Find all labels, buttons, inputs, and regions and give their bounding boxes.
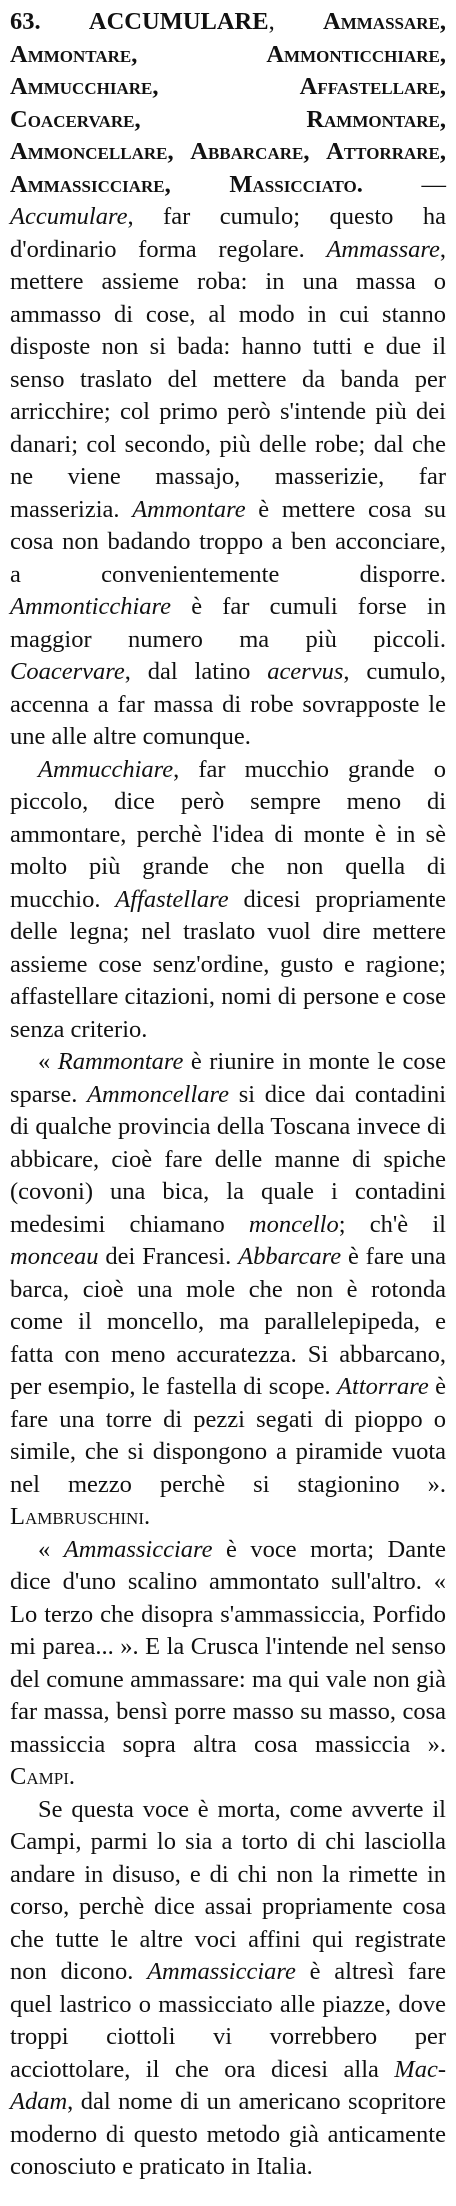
p3-term-abbarcare: Abbarcare	[238, 1243, 342, 1270]
p2-term-affastellare: Affastellare	[115, 885, 229, 913]
p1-text: , cumulo, accenna a far massa di robe sovrapposte le une alle altre comunque.	[10, 658, 446, 750]
paragraph-ammucchiare	[10, 754, 446, 1047]
p3-term-moncello: moncello	[248, 1210, 339, 1238]
paragraph-ammassicciare	[10, 1534, 446, 1794]
p1-text: è mettere cosa su cosa non badando troppo a ben acconciare, a convenientemente disporre.	[10, 495, 446, 588]
p5-text: Se questa voce è morta, come avverte il Campi, parmi lo sia a torto di chi lasciolla andare in disuso, e di chi non la rimette in corso, perchè dice assai propriamente cosa che tutte le altre voci affini qui registrate non dicono.	[10, 1795, 446, 1985]
p3-text: dei Francesi.	[98, 1243, 239, 1270]
p1-text: , dal latino	[124, 658, 268, 685]
p5-text: è altresì fare quel lastrico o massicciato alle piazze, dove troppi ciottoli vi vorrebbero per acciottolare, il che ora dicesi alla	[10, 1958, 446, 2083]
p3-text: è fare una barca, cioè una mole che non è rotonda come il moncello, ma parallelepipeda, e fatta con meno accuratezza. Si abbarcano, per esempio, le fastella di scope.	[10, 1243, 446, 1400]
p3-open-quote: «	[38, 1048, 58, 1075]
p1-term-ammassare: Ammassare	[326, 235, 440, 263]
entry-number: 63.	[10, 8, 41, 35]
p3-term-monceau: monceau	[10, 1243, 99, 1270]
p4-text: è voce morta; Dante dice d'uno scalino ammontato sull'altro. « Lo terzo che disopra s'ammassiccia, Porfido mi parea... ». E la Crusca l'intende nel senso del comune ammassare: ma qui vale non già far massa, bensì porre masso su masso, cosa massiccia sopra altra cosa massiccia ».	[10, 1535, 447, 1758]
p3-text: è fare una torre di pezzi segati di pioppo o simile, che si dispongono a piramide vuota nel mezzo perchè si stagionino ».	[10, 1373, 447, 1498]
p4-term-ammassicciare: Ammassicciare	[63, 1535, 213, 1563]
entry-dash: —	[421, 170, 447, 198]
p2-text: , far mucchio grande o piccolo, dice però sempre meno di ammontare, perchè l'idea di monte è in sè molto più grande che non quella di mucchio.	[10, 755, 446, 913]
paragraph-voce-morta	[10, 1794, 446, 2184]
p1-text: , mettere assieme roba: in una massa o ammasso di cose, al modo in cui stanno disposte non si bada: hanno tutti e due il senso traslato del mettere da banda per arricchire; col primo però s'intende più dei danari; col secondo, più delle robe; dal che ne viene massajo, masserizie, far masserizia.	[10, 235, 446, 523]
entry-headword: ACCUMULARE	[88, 8, 269, 35]
paragraph-rammontare	[10, 1046, 446, 1534]
entry-synonyms: Ammassare, Ammontare, Ammonticchiare, Ammucchiare, Affastellare, Coacervare, Rammontare, Ammoncellare, Abbarcare, Attorrare, Ammassicciare, Massicciato.	[10, 8, 447, 198]
p5-term-ammassicciare: Ammassicciare	[147, 1958, 296, 1985]
p1-term-ammontare: Ammontare	[132, 495, 246, 523]
p5-text: , dal nome di un americano scopritore moderno di questo metodo già anticamente conosciuto e praticato in Italia.	[10, 2088, 446, 2180]
p3-text: ; ch'è il	[338, 1210, 446, 1238]
p1-text: è far cumuli forse in maggior numero ma più piccoli.	[10, 593, 446, 653]
p1-term-accumulare: Accumulare	[10, 203, 128, 230]
p4-open-quote: «	[38, 1535, 64, 1563]
p5-term-mac-adam: Mac-Adam	[10, 2055, 446, 2115]
p3-term-ammoncellare: Ammoncellare	[87, 1080, 230, 1108]
p1-text: , far cumulo; questo ha d'ordinario forma regolare.	[10, 203, 446, 263]
p3-term-attorrare: Attorrare	[337, 1373, 429, 1400]
p3-term-rammontare: Rammontare	[57, 1048, 184, 1075]
p2-text: dicesi propriamente delle legna; nel traslato vuol dire mettere assieme cose senz'ordine, gusto e ragione; affastellare citazioni, nomi di persone e cose senza criterio.	[10, 885, 446, 1043]
p4-source-author: Campi.	[10, 1763, 75, 1790]
p3-text: è riunire in monte le cose sparse.	[10, 1048, 446, 1108]
p1-term-acervus: acervus	[267, 658, 344, 685]
p2-term-ammucchiare: Ammucchiare	[38, 755, 174, 783]
p1-term-ammonticchiare: Ammonticchiare	[10, 593, 172, 620]
entry-paragraph: 63. ACCUMULARE, Ammassare, Ammontare, Ammonticchiare, Ammucchiare, Affastellare, Coacervare, Rammontare, Ammoncellare, Abbarcare, Attorrare, Ammassicciare, Massicciato. — Accumulare, far cumulo; questo ha d'ordinario forma regolare. Ammassare, mettere assieme roba: in una massa o ammasso di cose, al modo in cui stanno disposte non si bada: hanno tutti e due il senso traslato del mettere da banda per arricchire; col primo però s'intende più dei danari; col secondo, più delle robe; dal che ne viene massajo, masserizie, far masserizia. Ammontare è mettere cosa su cosa non badando troppo a ben acconciare, a convenientemente disporre. Ammonticchiare è far cumuli forse in maggior numero ma più piccoli. Coacervare, dal latino acervus, cumulo, accenna a far massa di robe sovrapposte le une alle altre comunque.	[10, 8, 447, 750]
p3-text: si dice dai contadini di qualche provincia della Toscana invece di abbicare, cioè fare delle manne di spiche (covoni) una bica, la quale i contadini medesimi chiamano	[10, 1080, 447, 1238]
p1-term-coacervare: Coacervare	[10, 658, 125, 685]
p3-source-author: Lambruschini.	[10, 1503, 151, 1530]
